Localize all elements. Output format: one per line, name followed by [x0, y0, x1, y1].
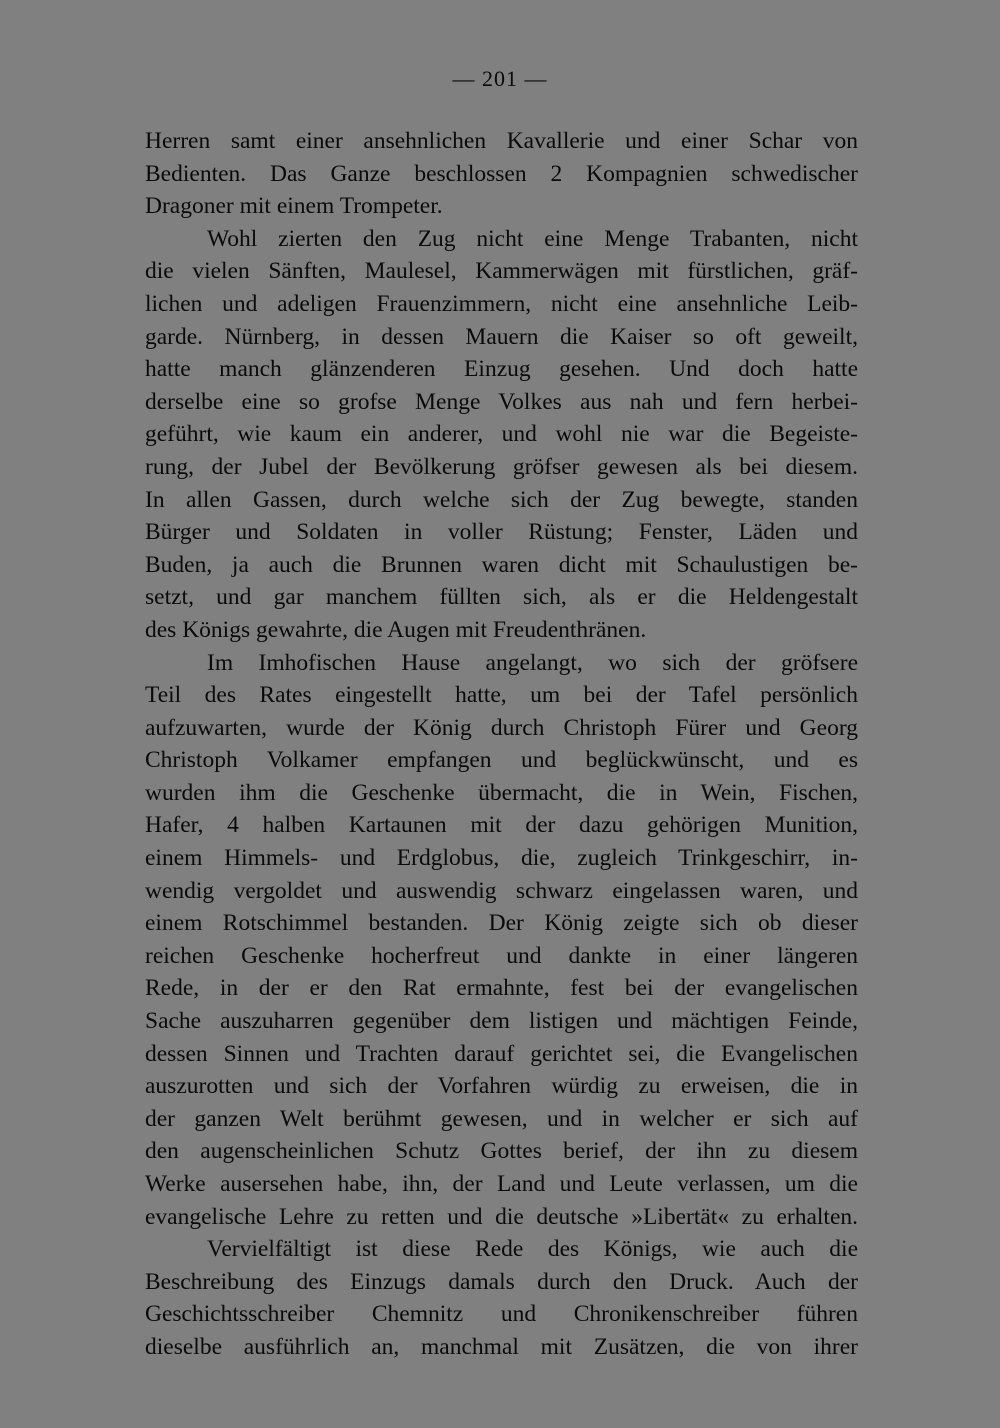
text-line: Dragoner mit einem Trompeter. [145, 193, 443, 220]
text-line: rung, der Jubel der Bevölkerung gröfser gewesen als bei diesem. [145, 453, 858, 480]
text-line: des Königs gewahrte, die Augen mit Freudenthränen. [145, 616, 647, 643]
text-line: den augenscheinlichen Schutz Gottes berief, der ihn zu diesem [145, 1138, 858, 1165]
text-line: hatte manch glänzenderen Einzug gesehen. Und doch hatte [145, 356, 858, 383]
text-line: Hafer, 4 halben Kartaunen mit der dazu gehörigen Munition, [145, 812, 858, 839]
text-line: die vielen Sänften, Maulesel, Kammerwägen mit fürstlichen, gräf- [145, 258, 858, 285]
text-line: lichen und adeligen Frauenzimmern, nicht eine ansehnliche Leib- [145, 290, 858, 317]
text-line: Bedienten. Das Ganze beschlossen 2 Kompagnien schwedischer [145, 160, 858, 187]
text-line: auszurotten und sich der Vorfahren würdig zu erweisen, die in [145, 1073, 858, 1100]
text-line: Bürger und Soldaten in voller Rüstung; Fenster, Läden und [145, 519, 858, 546]
page-number: — 201 — [452, 66, 548, 91]
text-line: garde. Nürnberg, in dessen Mauern die Kaiser so oft geweilt, [145, 323, 858, 350]
text-line: In allen Gassen, durch welche sich der Zug bewegte, standen [145, 486, 858, 513]
text-line: Buden, ja auch die Brunnen waren dicht mit Schaulustigen be- [145, 551, 858, 578]
text-line: Wohl zierten den Zug nicht eine Menge Trabanten, nicht [207, 225, 858, 252]
text-line: setzt, und gar manchem füllten sich, als er die Heldengestalt [145, 584, 858, 611]
text-line: einem Himmels- und Erdglobus, die, zugleich Trinkgeschirr, in- [145, 845, 858, 872]
body-text [145, 125, 858, 1364]
text-line: Vervielfältigt ist diese Rede des Königs, wie auch die [207, 1236, 858, 1263]
text-line: Rede, in der er den Rat ermahnte, fest bei der evangelischen [145, 975, 858, 1002]
text-line: wurden ihm die Geschenke übermacht, die in Wein, Fischen, [145, 779, 858, 806]
text-line: Beschreibung des Einzugs damals durch den Druck. Auch der [145, 1268, 858, 1295]
text-line: aufzuwarten, wurde der König durch Christoph Fürer und Georg [145, 714, 858, 741]
text-line: Herren samt einer ansehnlichen Kavallerie und einer Schar von [145, 128, 858, 154]
text-line: derselbe eine so grofse Menge Volkes aus nah und fern herbei- [145, 388, 858, 415]
text-line: dieselbe ausführlich an, manchmal mit Zusätzen, die von ihrer [145, 1333, 858, 1360]
text-line: Geschichtsschreiber Chemnitz und Chronikenschreiber führen [145, 1301, 858, 1328]
text-line: der ganzen Welt berühmt gewesen, und in welcher er sich auf [145, 1105, 858, 1132]
text-line: Christoph Volkamer empfangen und beglückwünscht, und es [145, 747, 858, 774]
text-line: evangelische Lehre zu retten und die deutsche »Libertät« zu erhalten. [145, 1203, 858, 1230]
text-line: Sache auszuharren gegenüber dem listigen und mächtigen Feinde, [145, 1008, 858, 1035]
text-line: dessen Sinnen und Trachten darauf gerichtet sei, die Evangelischen [145, 1040, 858, 1067]
text-line: wendig vergoldet und auswendig schwarz eingelassen waren, und [145, 877, 858, 904]
text-line: Teil des Rates eingestellt hatte, um bei der Tafel persönlich [145, 682, 858, 709]
text-line: reichen Geschenke hocherfreut und dankte in einer längeren [145, 942, 858, 969]
text-line: geführt, wie kaum ein anderer, und wohl nie war die Begeiste- [145, 421, 858, 448]
text-line: Im Imhofischen Hause angelangt, wo sich der gröfsere [207, 649, 858, 676]
text-line: Werke ausersehen habe, ihn, der Land und Leute verlassen, um die [145, 1171, 858, 1197]
text-line: einem Rotschimmel bestanden. Der König zeigte sich ob dieser [145, 910, 858, 937]
